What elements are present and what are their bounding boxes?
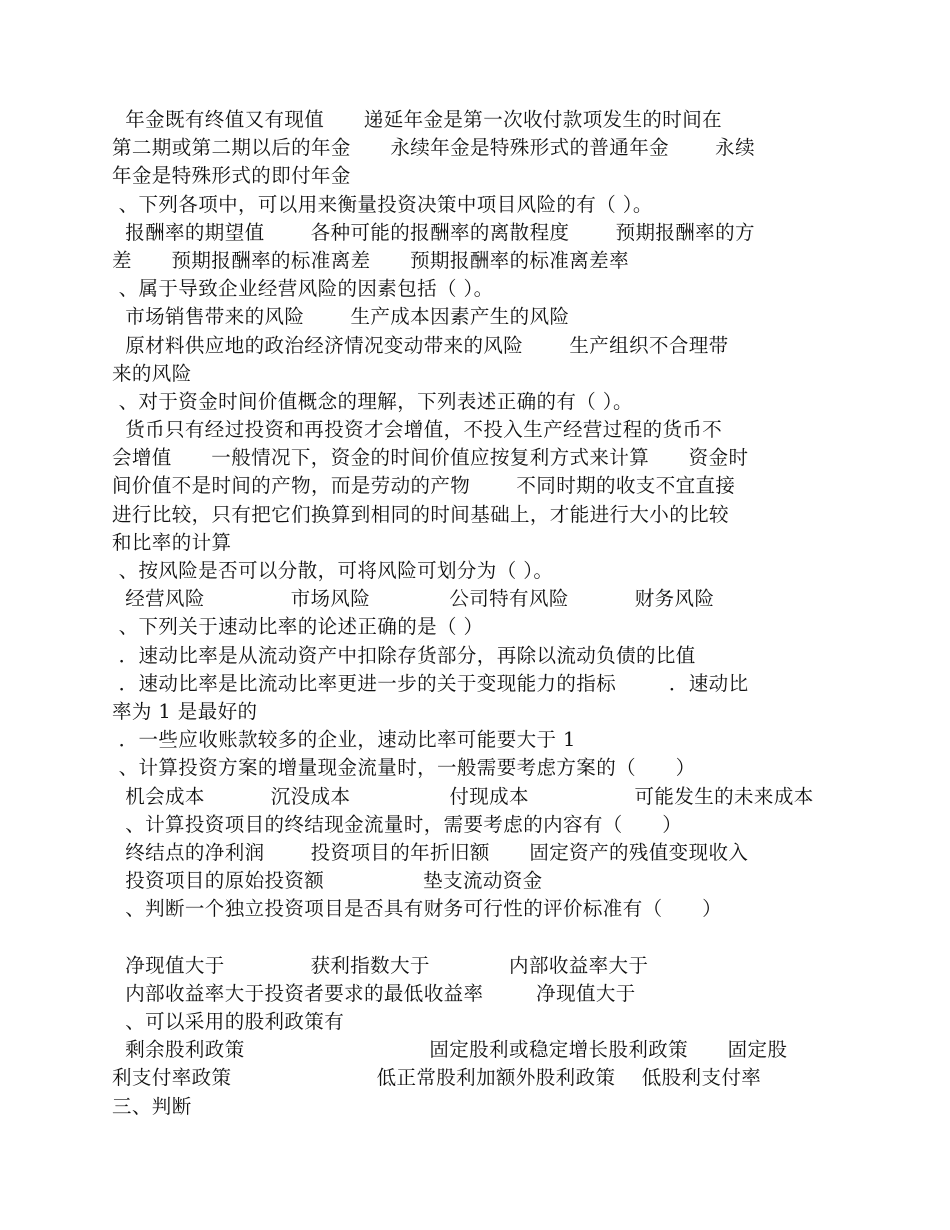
text-line: 净现值大于 获利指数大于 内部收益率大于 — [112, 953, 649, 977]
text-line: 内部收益率大于投资者要求的最低收益率 净现值大于 — [112, 981, 636, 1005]
question-line: 、对于资金时间价值概念的理解，下列表述正确的有（ ）。 — [112, 389, 633, 413]
question-line: 、计算投资项目的终结现金流量时，需要考虑的内容有（ ） — [112, 812, 683, 836]
question-line: 、判断一个独立投资项目是否具有财务可行性的评价标准有（ ） — [112, 897, 722, 921]
text-line: 进行比较，只有把它们换算到相同的时间基础上，才能进行大小的比较 — [112, 502, 729, 526]
text-line: 率为 1 是最好的 — [112, 699, 258, 723]
question-line: 、下列关于速动比率的论述正确的是（ ） — [112, 615, 484, 639]
question-line: 、按风险是否可以分散，可将风险可划分为（ ）。 — [112, 559, 554, 582]
text-line: 第二期或第二期以后的年金 永续年金是特殊形式的普通年金 永续 — [112, 136, 755, 160]
question-line: 、属于导致企业经营风险的因素包括（ ）。 — [112, 277, 494, 301]
text-line: 差 预期报酬率的标准离差 预期报酬率的标准离差率 — [112, 248, 629, 272]
text-line: 来的风险 — [112, 361, 192, 385]
question-line: 、计算投资方案的增量现金流量时，一般需要考虑方案的（ ） — [112, 756, 696, 780]
document-body — [112, 106, 842, 1121]
text-line: 间价值不是时间的产物，而是劳动的产物 不同时期的收支不宜直接 — [112, 474, 736, 498]
text-line: ．速动比率是比流动比率更进一步的关于变现能力的指标 ．速动比 — [112, 671, 749, 695]
question-line: 、下列各项中，可以用来衡量投资决策中项目风险的有（ ）。 — [112, 192, 653, 216]
text-line: 货币只有经过投资和再投资才会增值，不投入生产经营过程的货币不 — [112, 418, 723, 442]
text-line: 利支付率政策 低正常股利加额外股利政策 低股利支付率 — [112, 1066, 762, 1090]
text-line: 终结点的净利润 投资项目的年折旧额 固定资产的残值变现收入 — [112, 840, 749, 864]
text-line: 剩余股利政策 固定股利或稳定增长股利政策 固定股 — [112, 1038, 788, 1062]
text-line: 年金既有终值又有现值 递延年金是第一次收付款项发生的时间在 — [112, 108, 722, 131]
text-line: 原材料供应地的政治经济情况变动带来的风险 生产组织不合理带 — [112, 333, 729, 357]
text-line: 年金是特殊形式的即付年金 — [112, 164, 351, 188]
text-line: 和比率的计算 — [112, 530, 232, 554]
text-line: ．一些应收账款较多的企业，速动比率可能要大于 1 — [112, 728, 576, 752]
text-line: 会增值 一般情况下，资金的时间价值应按复利方式来计算 资金时 — [112, 446, 749, 470]
question-line: 、可以采用的股利政策有 — [112, 1010, 345, 1033]
section-heading: 三、判断 — [112, 1094, 192, 1118]
text-line: 机会成本 沉没成本 付现成本 可能发生的未来成本 — [112, 784, 814, 808]
text-line: 市场销售带来的风险 生产成本因素产生的风险 — [112, 305, 570, 329]
text-line: ．速动比率是从流动资产中扣除存货部分，再除以流动负债的比值 — [112, 643, 696, 667]
text-line: 报酬率的期望值 各种可能的报酬率的离散程度 预期报酬率的方 — [112, 220, 755, 244]
text-line: 投资项目的原始投资额 垫支流动资金 — [112, 869, 543, 893]
text-line: 经营风险 市场风险 公司特有风险 财务风险 — [112, 587, 715, 611]
blank-line — [112, 923, 842, 951]
